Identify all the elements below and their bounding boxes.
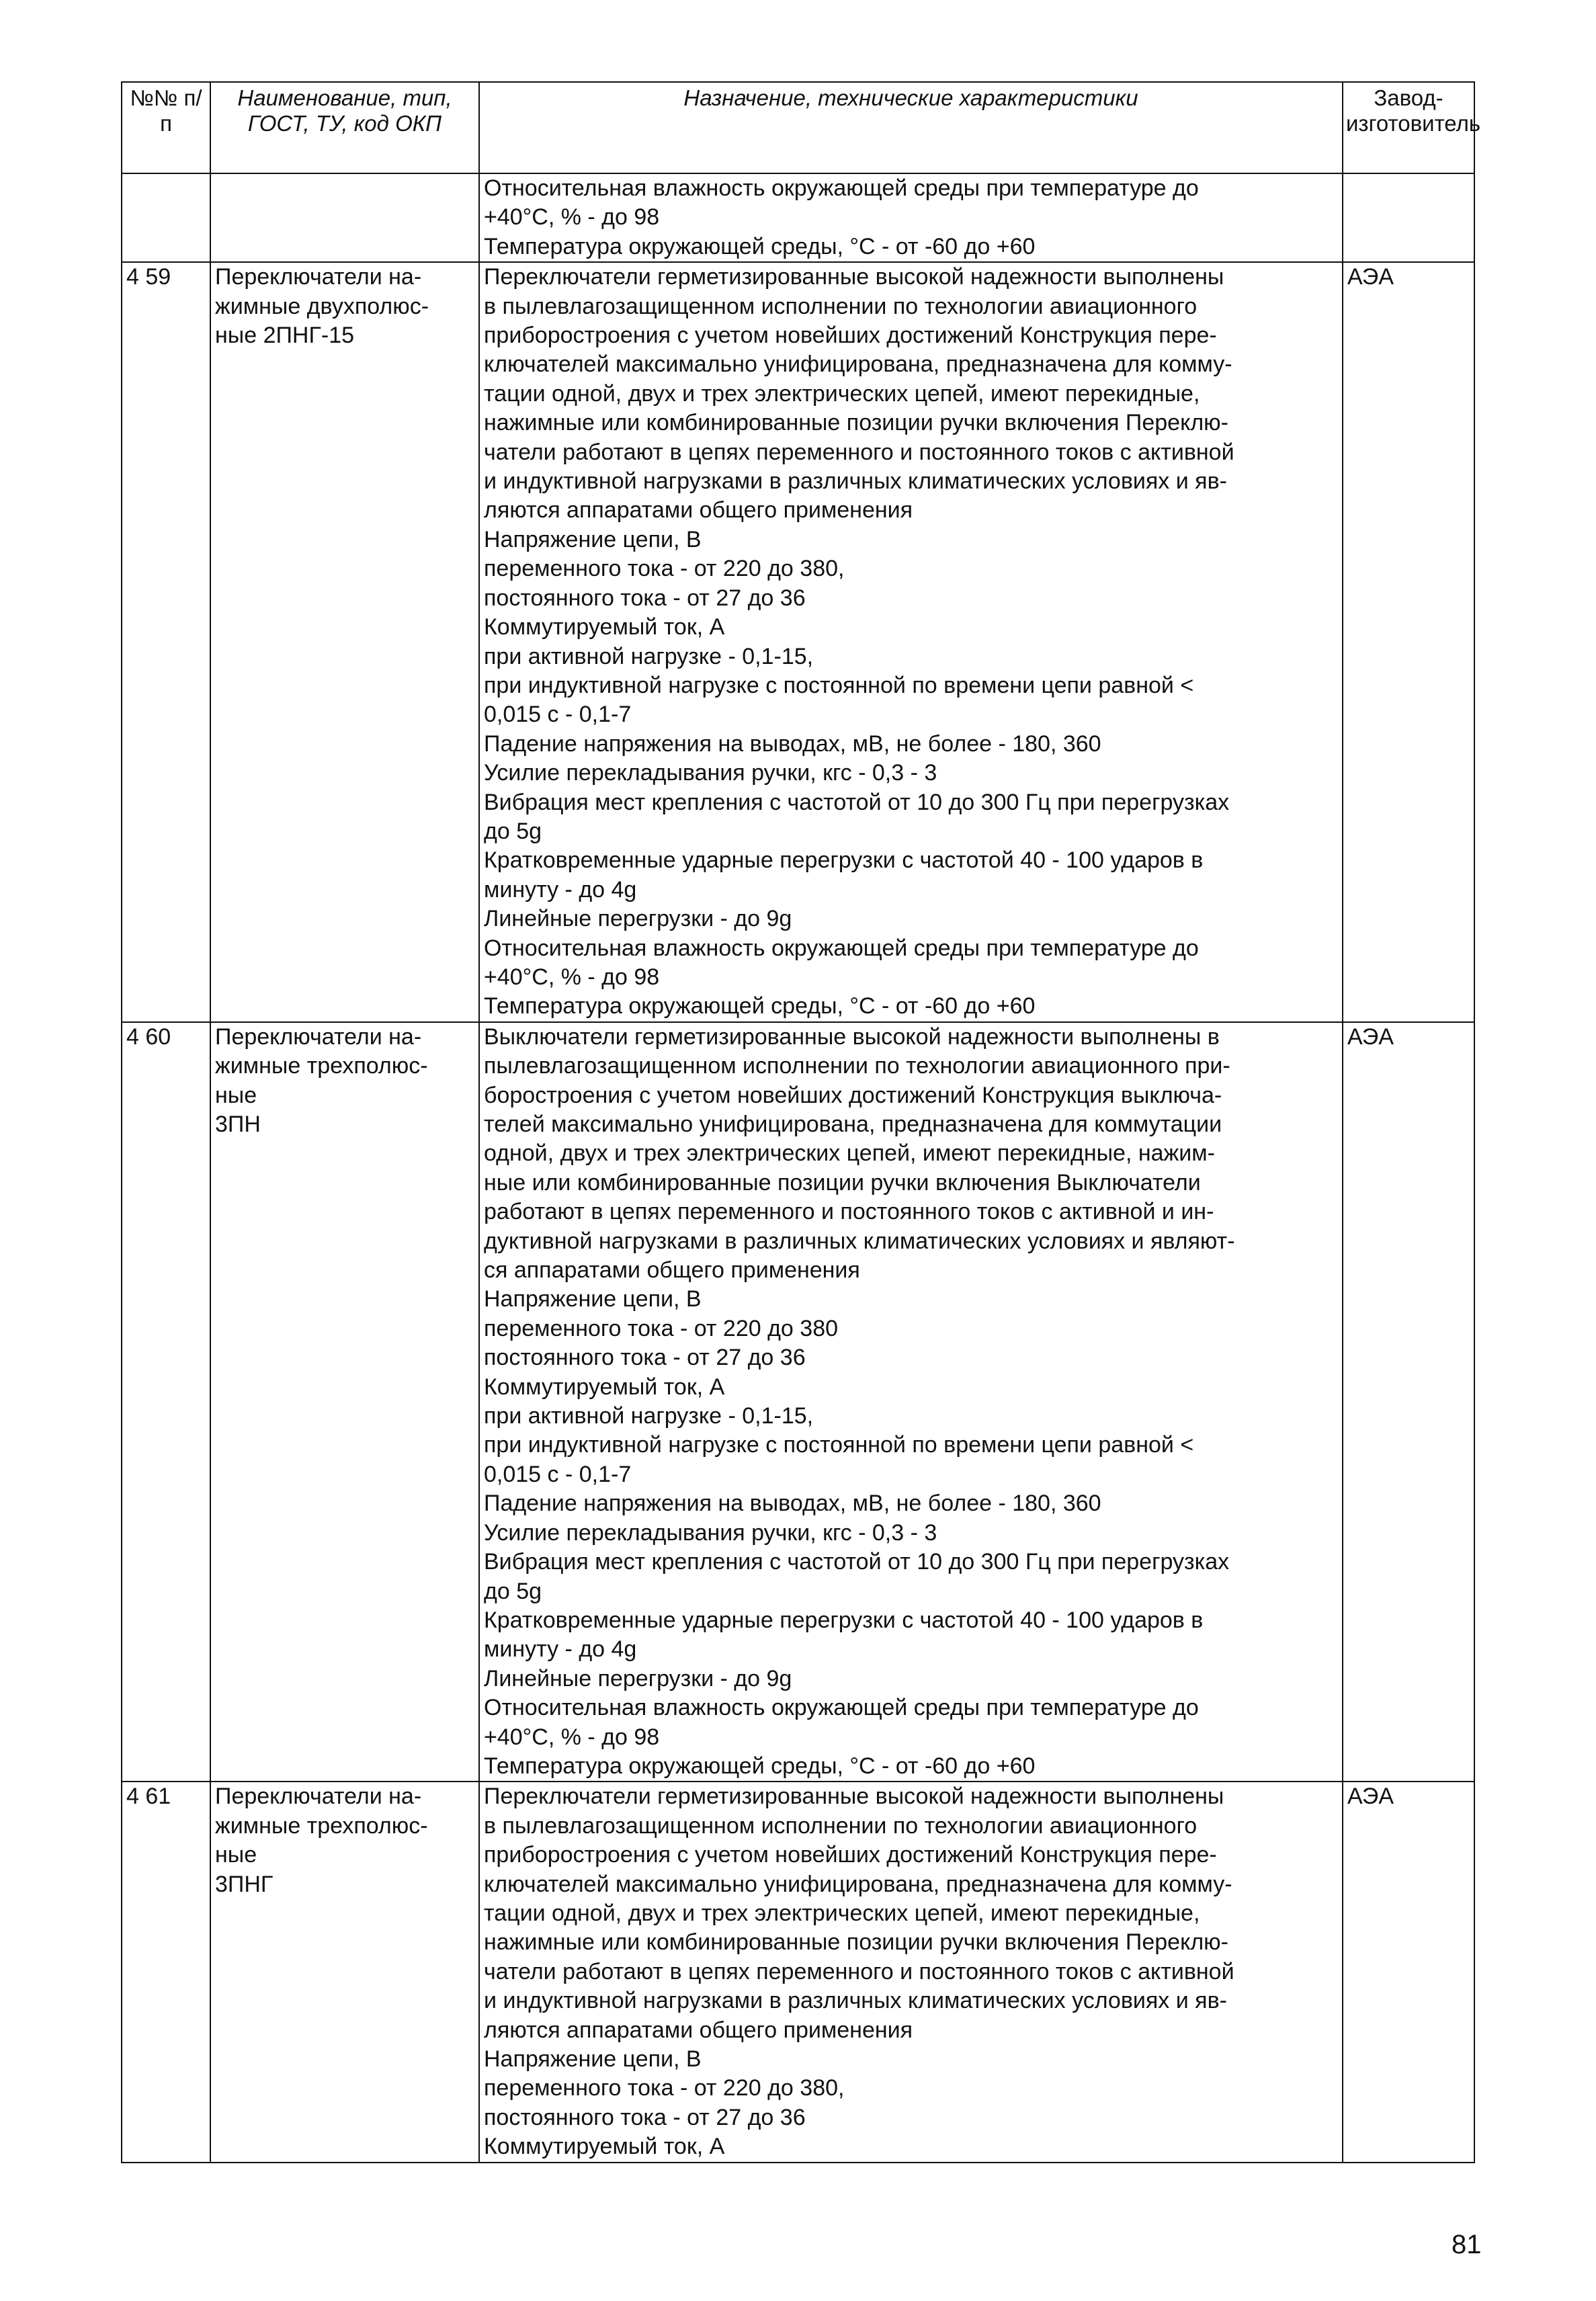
desc-line: работают в цепях переменного и постоянного токов с активной и ин-: [484, 1199, 1214, 1225]
table-row: [122, 1022, 1474, 1782]
row-maker: АЭА: [1343, 1782, 1474, 2162]
desc-line: ключателей максимально унифицирована, предназначена для комму-: [484, 1871, 1232, 1897]
continuation-num: [122, 173, 210, 262]
desc-line: переменного тока - от 220 до 380,: [484, 2075, 845, 2101]
desc-line: дуктивной нагрузками в различных климатических условиях и являют-: [484, 1228, 1235, 1254]
row-num: 4 60: [122, 1022, 210, 1782]
row-name: [210, 1782, 479, 2162]
desc-line: Относительная влажность окружающей среды при температуре до: [484, 175, 1199, 201]
continuation-desc: [479, 173, 1343, 262]
desc-line: ляются аппаратами общего применения: [484, 2017, 913, 2043]
desc-line: Кратковременные ударные перегрузки с частотой 40 - 100 ударов в: [484, 1607, 1204, 1633]
desc-line: 0,015 с - 0,1-7: [484, 1461, 632, 1487]
desc-line: при индуктивной нагрузке с постоянной по времени цепи равной <: [484, 1432, 1194, 1458]
desc-line: до 5g: [484, 818, 542, 844]
desc-line: нажимные или комбинированные позиции ручки включения Переклю-: [484, 1929, 1229, 1956]
desc-line: при индуктивной нагрузке с постоянной по времени цепи равной <: [484, 672, 1194, 698]
page-number: 81: [1452, 2230, 1482, 2259]
desc-line: Линейные перегрузки - до 9g: [484, 906, 792, 932]
desc-line: +40°С, % - до 98: [484, 1724, 660, 1750]
name-line: 3ПНГ: [215, 1871, 274, 1897]
row-desc: [479, 262, 1343, 1022]
desc-line: приборостроения с учетом новейших достижений Конструкция пере-: [484, 1842, 1217, 1868]
header-name: Наименование, тип, ГОСТ, ТУ, код ОКП: [210, 82, 479, 173]
desc-line: переменного тока - от 220 до 380,: [484, 556, 845, 582]
desc-line: Коммутируемый ток, А: [484, 2134, 725, 2160]
desc-line: Усилие перекладывания ручки, кгс - 0,3 - 3: [484, 1519, 937, 1546]
desc-line: боростроения с учетом новейших достижений Конструкция выключа-: [484, 1082, 1222, 1108]
desc-line: минуту - до 4g: [484, 1636, 637, 1663]
desc-line: Температура окружающей среды, °С - от -60 до +60: [484, 993, 1036, 1019]
desc-line: Переключатели герметизированные высокой надежности выполнены: [484, 1784, 1224, 1810]
row-name: [210, 262, 479, 1022]
name-line: 3ПН: [215, 1112, 261, 1137]
row-num: 4 61: [122, 1782, 210, 2162]
row-desc: [479, 1022, 1343, 1782]
specification-table: [121, 81, 1481, 2163]
desc-line: ся аппаратами общего применения: [484, 1257, 860, 1284]
desc-line: в пылевлагозащищенном исполнении по технологии авиационного: [484, 293, 1198, 319]
row-maker: АЭА: [1343, 262, 1474, 1022]
desc-line: Напряжение цепи, В: [484, 1286, 702, 1312]
table-row: [122, 262, 1474, 1022]
row-desc: [479, 1782, 1343, 2162]
name-line: Переключатели на-: [215, 1023, 422, 1050]
desc-line: Температура окружающей среды, °С - от -60 до +60: [484, 233, 1036, 259]
desc-line: до 5g: [484, 1578, 542, 1604]
desc-line: Выключатели герметизированные высокой надежности выполнены в: [484, 1023, 1220, 1050]
header-num: №№ п/п: [122, 82, 210, 173]
desc-line: Относительная влажность окружающей среды при температуре до: [484, 1695, 1199, 1721]
desc-line: ляются аппаратами общего применения: [484, 497, 913, 524]
name-line: жимные трехполюс-: [215, 1053, 428, 1079]
desc-line: Коммутируемый ток, А: [484, 1374, 725, 1400]
desc-line: пылевлагозащищенном исполнении по технологии авиационного при-: [484, 1053, 1230, 1079]
desc-line: одной, двух и трех электрических цепей, имеют перекидные, нажим-: [484, 1140, 1215, 1167]
header-desc: Назначение, технические характеристики: [479, 82, 1343, 173]
desc-line: Падение напряжения на выводах, мВ, не более - 180, 360: [484, 730, 1101, 757]
desc-line: Кратковременные ударные перегрузки с частотой 40 - 100 ударов в: [484, 847, 1204, 874]
desc-line: +40°С, % - до 98: [484, 964, 660, 990]
desc-line: и индуктивной нагрузками в различных климатических условиях и яв-: [484, 468, 1227, 495]
desc-line: 0,015 с - 0,1-7: [484, 702, 632, 728]
desc-line: чатели работают в цепях переменного и постоянного токов с активной: [484, 439, 1234, 465]
desc-line: приборостроения с учетом новейших достижений Конструкция пере-: [484, 323, 1217, 349]
table-row: [122, 1782, 1474, 2162]
desc-line: Температура окружающей среды, °С - от -60 до +60: [484, 1753, 1036, 1779]
desc-line: чатели работают в цепях переменного и постоянного токов с активной: [484, 1958, 1234, 1984]
row-name: [210, 1022, 479, 1782]
desc-line: Напряжение цепи, В: [484, 2046, 702, 2072]
desc-line: в пылевлагозащищенном исполнении по технологии авиационного: [484, 1812, 1198, 1839]
desc-line: Вибрация мест крепления с частотой от 10 до 300 Гц при перегрузках: [484, 789, 1230, 815]
continuation-maker: [1343, 173, 1474, 262]
name-line: жимные двухполюс-: [215, 293, 429, 319]
name-line: ные: [215, 1842, 257, 1868]
desc-line: ные или комбинированные позиции ручки включения Выключатели: [484, 1169, 1201, 1196]
desc-line: минуту - до 4g: [484, 876, 637, 903]
table-header-row: [122, 82, 1474, 173]
desc-line: тации одной, двух и трех электрических цепей, имеют перекидные,: [484, 380, 1200, 407]
desc-line: ключателей максимально унифицирована, предназначена для комму-: [484, 351, 1232, 378]
desc-line: постоянного тока - от 27 до 36: [484, 1345, 806, 1371]
name-line: жимные трехполюс-: [215, 1812, 428, 1839]
row-maker: АЭА: [1343, 1022, 1474, 1782]
desc-line: Падение напряжения на выводах, мВ, не более - 180, 360: [484, 1491, 1101, 1517]
name-line: Переключатели на-: [215, 264, 422, 290]
desc-line: +40°С, % - до 98: [484, 204, 660, 231]
desc-line: и индуктивной нагрузками в различных климатических условиях и яв-: [484, 1988, 1227, 2014]
row-num: 4 59: [122, 262, 210, 1022]
name-line: Переключатели на-: [215, 1784, 422, 1810]
desc-line: Коммутируемый ток, А: [484, 614, 725, 640]
desc-line: Переключатели герметизированные высокой надежности выполнены: [484, 264, 1224, 290]
desc-line: переменного тока - от 220 до 380: [484, 1315, 839, 1341]
desc-line: телей максимально унифицирована, предназначена для коммутации: [484, 1112, 1222, 1137]
desc-line: постоянного тока - от 27 до 36: [484, 585, 806, 611]
desc-line: Напряжение цепи, В: [484, 526, 702, 552]
name-line: ные: [215, 1082, 257, 1108]
desc-line: постоянного тока - от 27 до 36: [484, 2104, 806, 2130]
desc-line: Вибрация мест крепления с частотой от 10 до 300 Гц при перегрузках: [484, 1549, 1230, 1575]
continuation-name: [210, 173, 479, 262]
desc-line: Относительная влажность окружающей среды при температуре до: [484, 935, 1199, 961]
desc-line: нажимные или комбинированные позиции ручки включения Переклю-: [484, 410, 1229, 436]
continuation-row: [122, 173, 1474, 262]
desc-line: при активной нагрузке - 0,1-15,: [484, 1403, 814, 1429]
desc-line: Усилие перекладывания ручки, кгс - 0,3 - 3: [484, 760, 937, 786]
header-maker: Завод-изготовитель: [1343, 82, 1474, 173]
desc-line: Линейные перегрузки - до 9g: [484, 1665, 792, 1691]
desc-line: при активной нагрузке - 0,1-15,: [484, 643, 814, 669]
name-line: ные 2ПНГ-15: [215, 323, 355, 349]
desc-line: тации одной, двух и трех электрических цепей, имеют перекидные,: [484, 1900, 1200, 1926]
